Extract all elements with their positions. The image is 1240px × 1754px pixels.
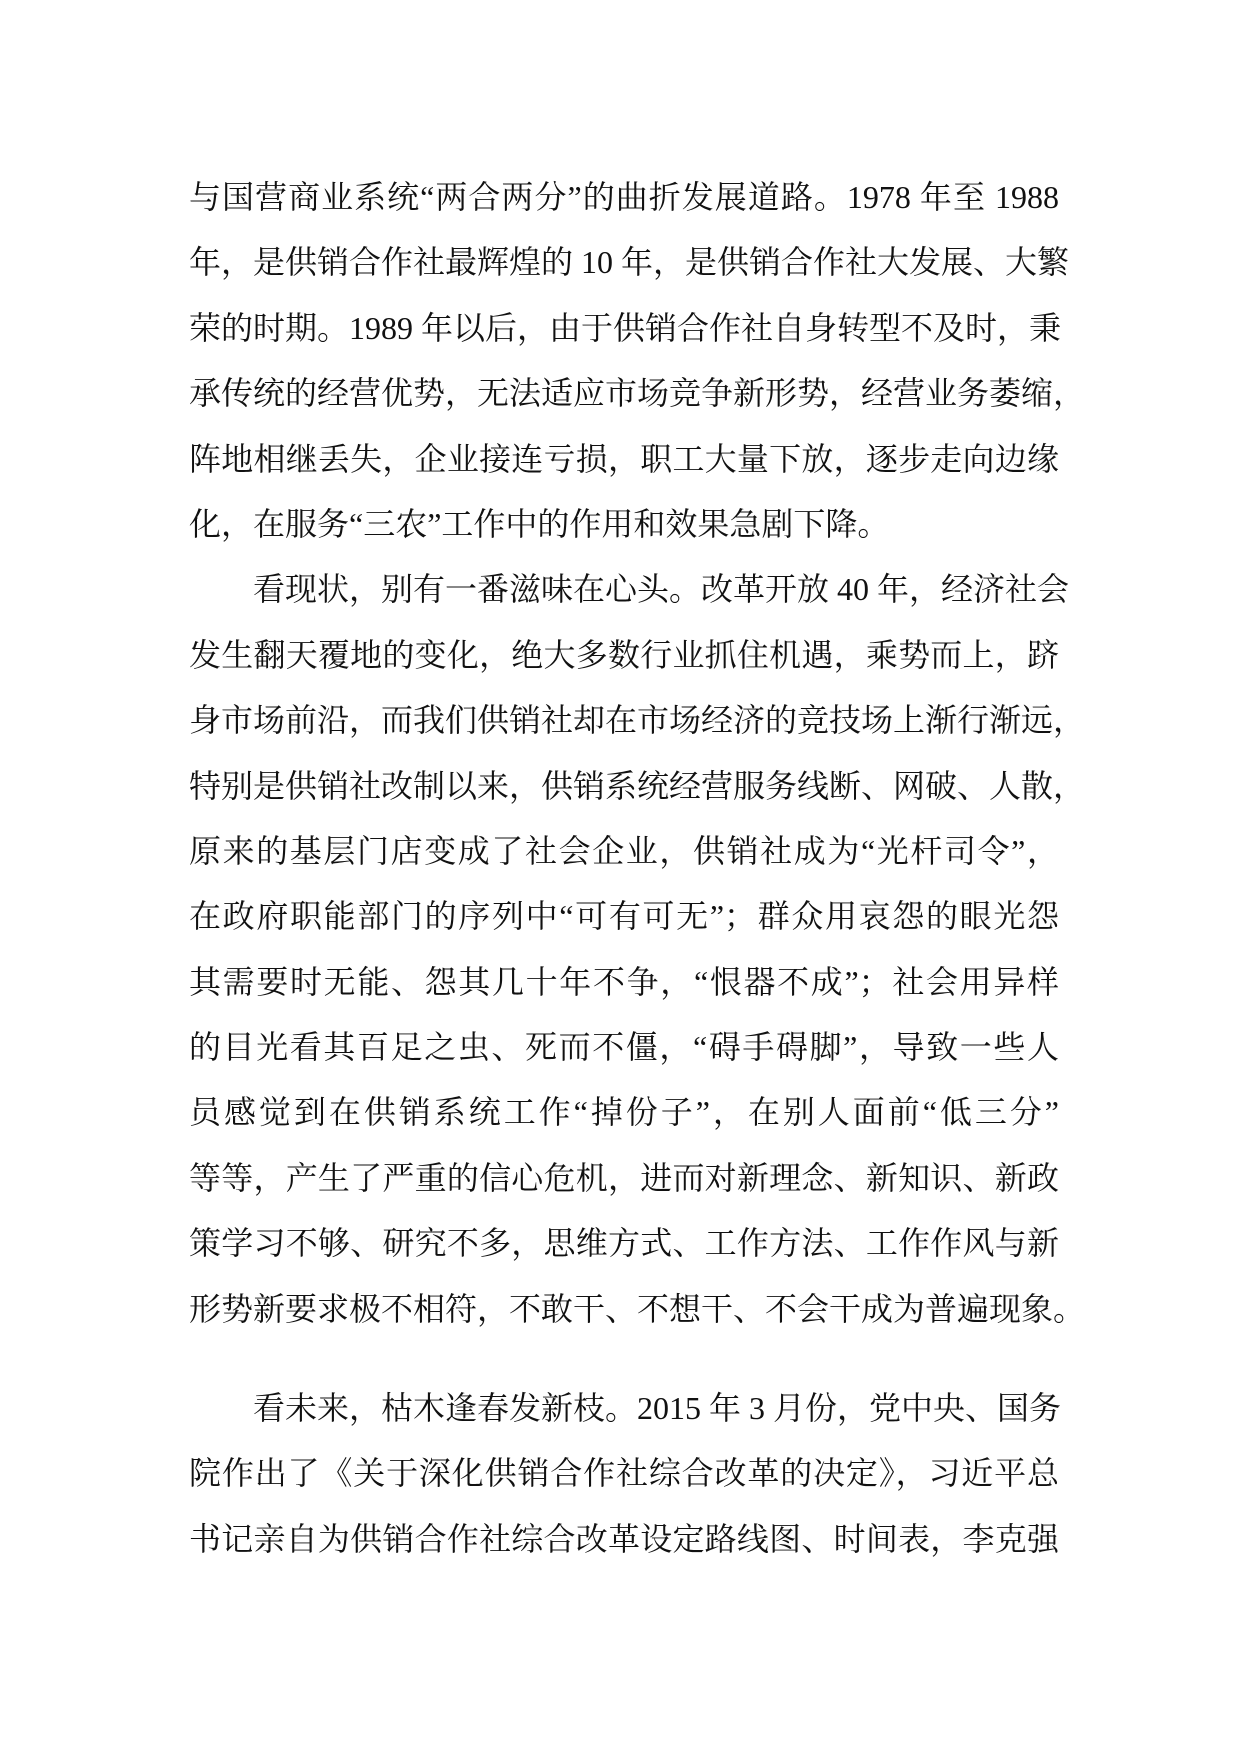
- text-line: 形势新要求极不相符，不敢干、不想干、不会干成为普遍现象。: [189, 1290, 1086, 1327]
- text-line: 其需要时无能、怨其几十年不争，“恨器不成”；社会用异样: [189, 963, 1059, 1000]
- text-line: 看未来，枯木逢春发新枝。2015 年 3 月份，党中央、国务: [253, 1390, 1062, 1427]
- text-line: 身市场前沿，而我们供销社却在市场经济的竞技场上渐行渐远，: [189, 702, 1086, 739]
- text-line: 在政府职能部门的序列中“可有可无”；群众用哀怨的眼光怨: [189, 898, 1059, 935]
- text-line: 原来的基层门店变成了社会企业，供销社成为“光杆司令”，: [189, 832, 1059, 869]
- paragraph-3: [189, 1376, 1062, 1572]
- text-line: 特别是供销社改制以来，供销系统经营服务线断、网破、人散，: [189, 767, 1086, 804]
- document-body: [189, 165, 1086, 1572]
- text-line: 发生翻天覆地的变化，绝大多数行业抓住机遇，乘势而上，跻: [189, 636, 1059, 673]
- paragraph-1: [189, 165, 1086, 557]
- text-line: 看现状，别有一番滋味在心头。改革开放 40 年，经济社会: [253, 571, 1070, 608]
- text-line: 策学习不够、研究不多，思维方式、工作方法、工作作风与新: [189, 1225, 1059, 1262]
- text-line: 化，在服务“三农”工作中的作用和效果急剧下降。: [189, 505, 890, 542]
- text-line: 书记亲自为供销合作社综合改革设定路线图、时间表，李克强: [189, 1520, 1059, 1557]
- text-line: 员感觉到在供销系统工作“掉份子”，在别人面前“低三分”: [189, 1094, 1059, 1131]
- text-line: 承传统的经营优势，无法适应市场竞争新形势，经营业务萎缩，: [189, 375, 1086, 412]
- text-line: 等等，产生了严重的信心危机，进而对新理念、新知识、新政: [189, 1159, 1059, 1196]
- text-line: 院作出了《关于深化供销合作社综合改革的决定》，习近平总: [189, 1455, 1059, 1492]
- text-line: 年，是供销合作社最辉煌的 10 年，是供销合作社大发展、大繁: [189, 244, 1070, 281]
- paragraph-2: [189, 557, 1086, 1342]
- text-line: 荣的时期。1989 年以后，由于供销合作社自身转型不及时，秉: [189, 309, 1062, 346]
- text-line: 阵地相继丢失，企业接连亏损，职工大量下放，逐步走向边缘: [189, 440, 1059, 477]
- text-line: 的目光看其百足之虫、死而不僵，“碍手碍脚”，导致一些人: [189, 1029, 1059, 1066]
- text-line: 与国营商业系统“两合两分”的曲折发展道路。1978 年至 1988: [189, 179, 1059, 215]
